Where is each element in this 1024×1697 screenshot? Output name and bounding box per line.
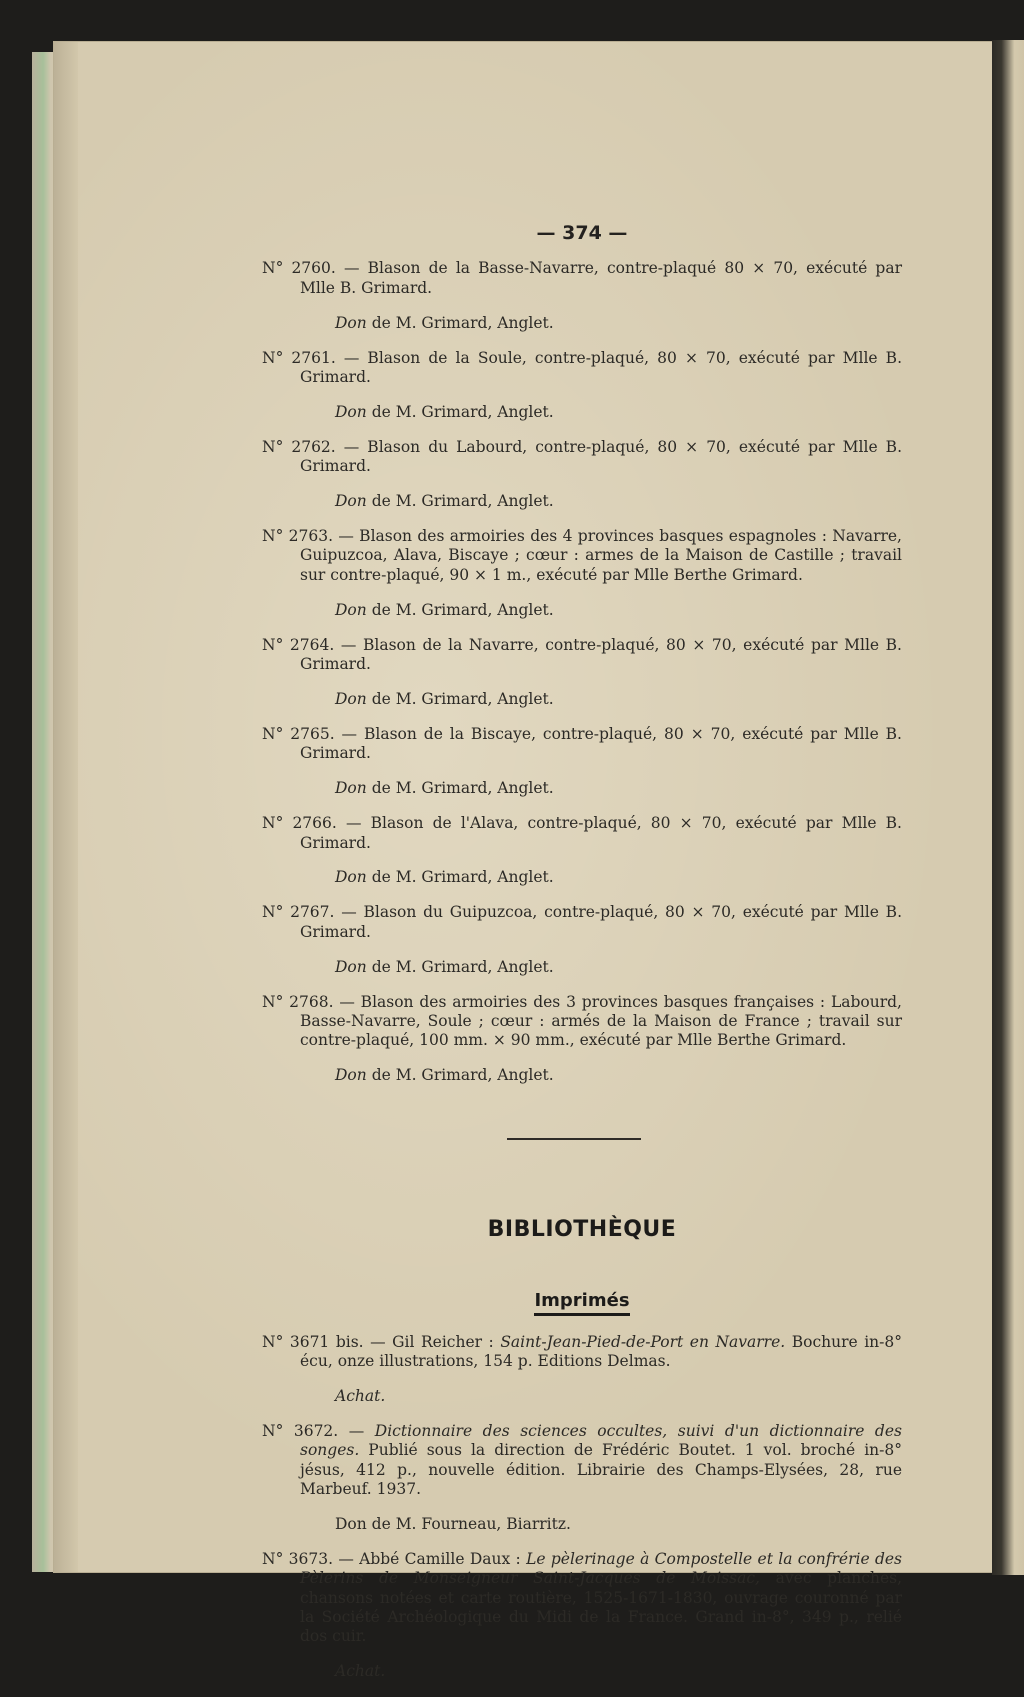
- facing-page-edge: [992, 40, 1024, 1575]
- don-line: Don de M. Grimard, Anglet.: [335, 402, 554, 421]
- entry-2763: N° 2763. — Blason des armoiries des 4 provinces basques espagnoles : Navarre, Guipuzcoa, Alava, Biscaye ; cœur : armes de la Maison de Castille ; travail sur contre-plaqué, 90 × 1 m., exécuté par Mlle Berthe Grimard.: [262, 527, 902, 584]
- section-heading: BIBLIOTHÈQUE: [487, 1216, 677, 1242]
- don-line: Don de M. Grimard, Anglet.: [335, 690, 554, 708]
- page-gutter: [54, 42, 78, 1572]
- entry-2761: N° 2761. — Blason de la Soule, contre-plaqué, 80 × 70, exécuté par Mlle B. Grimard.: [262, 348, 902, 387]
- book-entry-3671: N° 3671 bis. — Gil Reicher : Saint-Jean-Pied-de-Port en Navarre. Bochure in-8° écu, onze illustrations, 154 p. Editions Delmas.: [262, 1332, 902, 1370]
- book-entry-3673: N° 3673. — Abbé Camille Daux : Le pèlerinage à Compostelle et la confrérie des Pèlerins de Monseigneur Saint-Jacques de Moissac, avec planches, chansons notées et carte routière, 1525-1671-1830, ouvrage couronné par la Société Archéologique du Midi de la France. Grand in-8°, 349 p., relié dos cuir.: [262, 1549, 903, 1646]
- book-list: [262, 1333, 902, 1682]
- acquisition-line: Don de M. Fourneau, Biarritz.: [335, 1514, 571, 1533]
- entry-2768: N° 2768. — Blason des armoiries des 3 provinces basques françaises : Labourd, Basse-Navarre, Soule ; cœur : armés de la Maison de France ; travail sur contre-plaqué, 100 mm. × 90 mm., exécuté par Mlle Berthe Grimard.: [262, 992, 902, 1050]
- page-number: — 374 —: [536, 222, 628, 244]
- entry-2765: N° 2765. — Blason de la Biscaye, contre-plaqué, 80 × 70, exécuté par Mlle B. Grimard.: [262, 724, 902, 763]
- don-line: Don de M. Grimard, Anglet.: [335, 779, 554, 798]
- entry-2762: N° 2762. — Blason du Labourd, contre-plaqué, 80 × 70, exécuté par Mlle B. Grimard.: [262, 437, 902, 476]
- don-line: Don de M. Grimard, Anglet.: [335, 313, 554, 332]
- don-line: Don de M. Grimard, Anglet.: [335, 957, 554, 976]
- acquisition-line: Achat.: [335, 1662, 386, 1681]
- don-line: Don de M. Grimard, Anglet.: [335, 1066, 554, 1085]
- entry-2760: N° 2760. — Blason de la Basse-Navarre, contre-plaqué 80 × 70, exécuté par Mlle B. Grimard.: [262, 259, 902, 297]
- page-content: [262, 224, 902, 1697]
- subheading: Imprimés: [262, 1291, 902, 1310]
- don-line: Don de M. Grimard, Anglet.: [335, 600, 554, 619]
- blason-list: [262, 259, 902, 1085]
- entry-2764: N° 2764. — Blason de la Navarre, contre-plaqué, 80 × 70, exécuté par Mlle B. Grimard.: [262, 635, 902, 674]
- entry-2766: N° 2766. — Blason de l'Alava, contre-plaqué, 80 × 70, exécuté par Mlle B. Grimard.: [262, 814, 902, 852]
- book-entry-3672: N° 3672. — Dictionnaire des sciences occultes, suivi d'un dictionnaire des songes. Publié sous la direction de Frédéric Boutet. 1 vol. broché in-8° jésus, 412 p., nouvelle édition. Librairie des Champs-Elysées, 28, rue Marbeuf. 1937.: [262, 1421, 902, 1498]
- acquisition-line: Achat.: [335, 1386, 386, 1405]
- don-line: Don de M. Grimard, Anglet.: [335, 868, 554, 887]
- entry-2767: N° 2767. — Blason du Guipuzcoa, contre-plaqué, 80 × 70, exécuté par Mlle B. Grimard.: [262, 903, 902, 941]
- don-line: Don de M. Grimard, Anglet.: [335, 492, 554, 511]
- section-divider: [507, 1138, 641, 1140]
